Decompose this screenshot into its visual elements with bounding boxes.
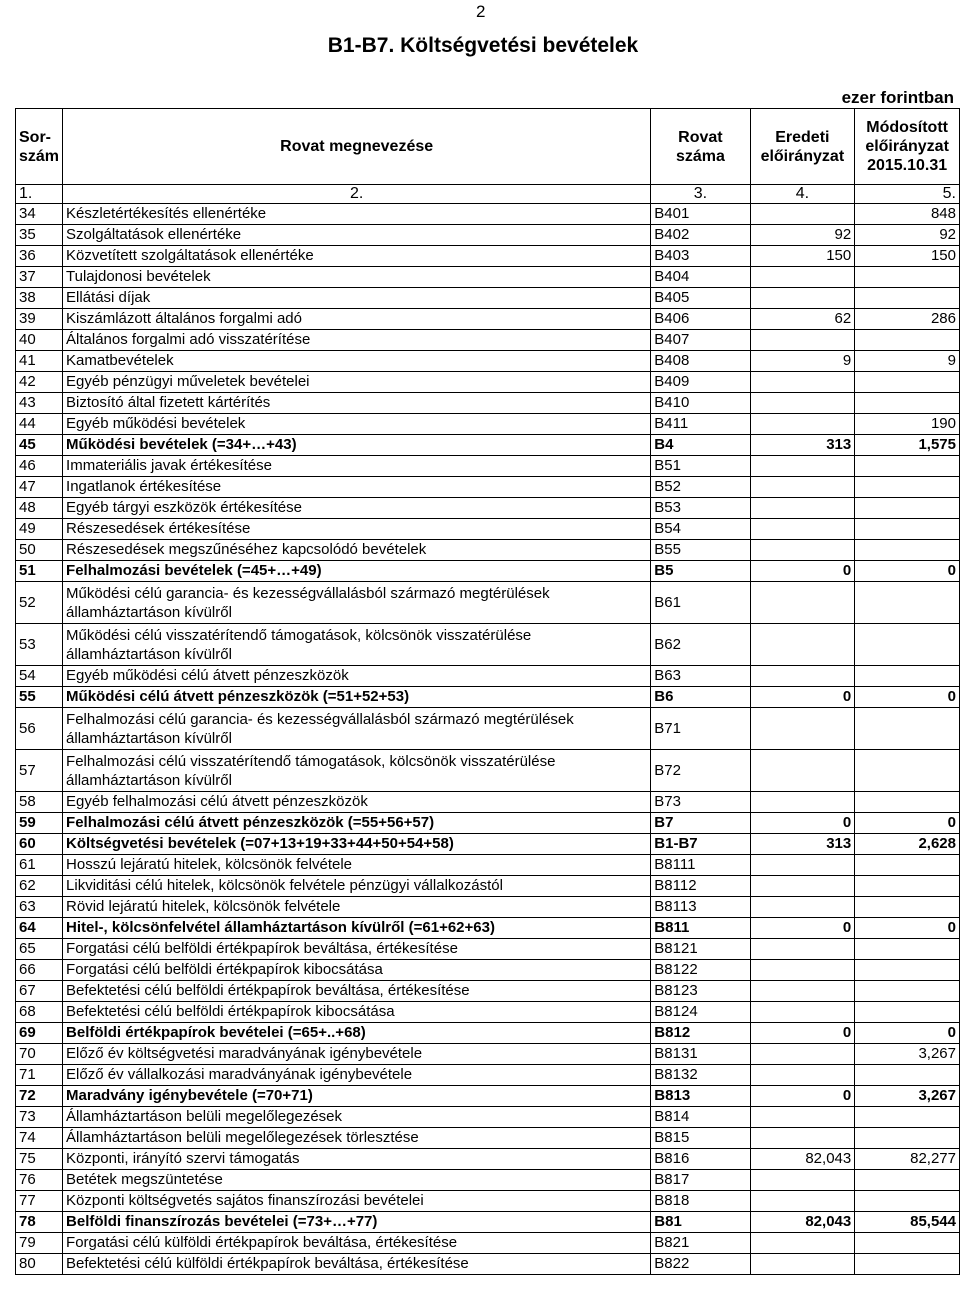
row-number: 76 <box>16 1170 63 1191</box>
table-row <box>16 225 960 246</box>
row-name: Költségvetési bevételek (=07+13+19+33+44+50+54+58) <box>63 834 651 855</box>
row-name: Forgatási célú belföldi értékpapírok kibocsátása <box>63 960 651 981</box>
row-number: 37 <box>16 267 63 288</box>
row-code: B61 <box>651 582 750 624</box>
row-code: B403 <box>651 246 750 267</box>
row-code: B8123 <box>651 981 750 1002</box>
row-modified-value: 190 <box>855 414 960 435</box>
row-number: 67 <box>16 981 63 1002</box>
row-name: Működési célú visszatérítendő támogatások, kölcsönök visszatérülése államháztartáson kívülről <box>63 624 651 666</box>
row-original-value: 0 <box>750 1086 855 1107</box>
row-original-value <box>750 1128 855 1149</box>
row-number: 43 <box>16 393 63 414</box>
row-modified-value <box>855 1233 960 1254</box>
row-name: Befektetési célú belföldi értékpapírok kibocsátása <box>63 1002 651 1023</box>
row-modified-value <box>855 666 960 687</box>
row-name: Előző év vállalkozási maradványának igénybevétele <box>63 1065 651 1086</box>
table-row <box>16 792 960 813</box>
row-modified-value <box>855 792 960 813</box>
row-name: Forgatási célú külföldi értékpapírok beváltása, értékesítése <box>63 1233 651 1254</box>
table-row <box>16 687 960 708</box>
row-code: B817 <box>651 1170 750 1191</box>
row-original-value: 0 <box>750 813 855 834</box>
row-code: B821 <box>651 1233 750 1254</box>
row-number: 55 <box>16 687 63 708</box>
table-row <box>16 750 960 792</box>
row-original-value: 9 <box>750 351 855 372</box>
table-row <box>16 981 960 1002</box>
row-modified-value: 82,277 <box>855 1149 960 1170</box>
table-row <box>16 813 960 834</box>
table-row <box>16 561 960 582</box>
table-row <box>16 498 960 519</box>
row-code: B71 <box>651 708 750 750</box>
row-number: 48 <box>16 498 63 519</box>
row-code: B818 <box>651 1191 750 1212</box>
unit-label: ezer forintban <box>841 88 954 107</box>
table-row <box>16 1170 960 1191</box>
row-number: 44 <box>16 414 63 435</box>
table-row <box>16 204 960 225</box>
table-row <box>16 435 960 456</box>
table-row <box>16 540 960 561</box>
row-code: B52 <box>651 477 750 498</box>
row-original-value <box>750 393 855 414</box>
row-number: 79 <box>16 1233 63 1254</box>
table-row <box>16 960 960 981</box>
row-code: B812 <box>651 1023 750 1044</box>
colnum-3: 3. <box>651 185 750 204</box>
row-modified-value: 9 <box>855 351 960 372</box>
row-code: B6 <box>651 687 750 708</box>
row-name: Központi, irányító szervi támogatás <box>63 1149 651 1170</box>
row-original-value <box>750 981 855 1002</box>
row-modified-value <box>855 708 960 750</box>
row-original-value <box>750 666 855 687</box>
row-number: 69 <box>16 1023 63 1044</box>
row-code: B4 <box>651 435 750 456</box>
row-number: 53 <box>16 624 63 666</box>
row-modified-value <box>855 876 960 897</box>
row-modified-value <box>855 981 960 1002</box>
row-name: Egyéb felhalmozási célú átvett pénzeszközök <box>63 792 651 813</box>
row-number: 64 <box>16 918 63 939</box>
row-name: Felhalmozási célú visszatérítendő támogatások, kölcsönök visszatérülése államháztartáson kívülről <box>63 750 651 792</box>
row-number: 68 <box>16 1002 63 1023</box>
row-modified-value <box>855 330 960 351</box>
row-name: Forgatási célú belföldi értékpapírok beváltása, értékesítése <box>63 939 651 960</box>
row-code: B409 <box>651 372 750 393</box>
row-original-value <box>750 330 855 351</box>
row-code: B54 <box>651 519 750 540</box>
row-original-value <box>750 267 855 288</box>
row-name: Előző év költségvetési maradványának igénybevétele <box>63 1044 651 1065</box>
table-row <box>16 351 960 372</box>
row-original-value <box>750 1065 855 1086</box>
row-name: Likviditási célú hitelek, kölcsönök felvétele pénzügyi vállalkozástól <box>63 876 651 897</box>
row-code: B81 <box>651 1212 750 1233</box>
row-code: B811 <box>651 918 750 939</box>
row-code: B73 <box>651 792 750 813</box>
row-original-value <box>750 792 855 813</box>
table-row <box>16 456 960 477</box>
row-name: Egyéb pénzügyi műveletek bevételei <box>63 372 651 393</box>
row-number: 45 <box>16 435 63 456</box>
row-modified-value: 0 <box>855 918 960 939</box>
row-original-value <box>750 477 855 498</box>
row-code: B8112 <box>651 876 750 897</box>
table-body <box>16 204 960 1275</box>
row-modified-value: 286 <box>855 309 960 330</box>
row-name: Hitel-, kölcsönfelvétel államháztartáson kívülről (=61+62+63) <box>63 918 651 939</box>
row-code: B407 <box>651 330 750 351</box>
table-row <box>16 1149 960 1170</box>
row-number: 52 <box>16 582 63 624</box>
row-code: B813 <box>651 1086 750 1107</box>
row-modified-value <box>855 855 960 876</box>
row-name: Részesedések megszűnéséhez kapcsolódó bevételek <box>63 540 651 561</box>
row-original-value: 0 <box>750 687 855 708</box>
row-number: 38 <box>16 288 63 309</box>
row-original-value <box>750 1044 855 1065</box>
row-modified-value <box>855 1254 960 1275</box>
row-number: 78 <box>16 1212 63 1233</box>
row-modified-value <box>855 393 960 414</box>
row-modified-value <box>855 1107 960 1128</box>
table-row <box>16 666 960 687</box>
row-original-value <box>750 897 855 918</box>
row-original-value <box>750 456 855 477</box>
row-modified-value: 3,267 <box>855 1086 960 1107</box>
table-row <box>16 855 960 876</box>
row-number: 41 <box>16 351 63 372</box>
row-number: 54 <box>16 666 63 687</box>
row-original-value <box>750 372 855 393</box>
table-row <box>16 1212 960 1233</box>
row-name: Egyéb tárgyi eszközök értékesítése <box>63 498 651 519</box>
row-modified-value: 0 <box>855 813 960 834</box>
row-modified-value: 848 <box>855 204 960 225</box>
table-row <box>16 582 960 624</box>
table-row <box>16 1191 960 1212</box>
row-code: B63 <box>651 666 750 687</box>
row-number: 60 <box>16 834 63 855</box>
table-row <box>16 267 960 288</box>
table-row <box>16 1023 960 1044</box>
row-modified-value <box>855 624 960 666</box>
row-code: B404 <box>651 267 750 288</box>
row-modified-value <box>855 540 960 561</box>
row-code: B822 <box>651 1254 750 1275</box>
row-original-value <box>750 204 855 225</box>
table-row <box>16 288 960 309</box>
row-number: 35 <box>16 225 63 246</box>
row-original-value <box>750 1233 855 1254</box>
row-name: Egyéb működési bevételek <box>63 414 651 435</box>
row-original-value: 82,043 <box>750 1149 855 1170</box>
row-number: 46 <box>16 456 63 477</box>
row-name: Betétek megszüntetése <box>63 1170 651 1191</box>
row-number: 36 <box>16 246 63 267</box>
row-name: Egyéb működési célú átvett pénzeszközök <box>63 666 651 687</box>
row-name: Működési célú garancia- és kezességvállalásból származó megtérülések államháztartáson kívülről <box>63 582 651 624</box>
row-original-value <box>750 582 855 624</box>
row-name: Központi költségvetés sajátos finanszírozási bevételei <box>63 1191 651 1212</box>
row-original-value <box>750 1002 855 1023</box>
table-row <box>16 246 960 267</box>
row-code: B1-B7 <box>651 834 750 855</box>
colnum-2: 2. <box>63 185 651 204</box>
table-row <box>16 309 960 330</box>
row-modified-value: 92 <box>855 225 960 246</box>
row-original-value <box>750 750 855 792</box>
table-row <box>16 897 960 918</box>
row-name: Rövid lejáratú hitelek, kölcsönök felvétele <box>63 897 651 918</box>
table-row <box>16 876 960 897</box>
row-code: B8132 <box>651 1065 750 1086</box>
row-code: B7 <box>651 813 750 834</box>
row-code: B8124 <box>651 1002 750 1023</box>
row-original-value <box>750 1254 855 1275</box>
row-number: 42 <box>16 372 63 393</box>
row-code: B814 <box>651 1107 750 1128</box>
row-code: B5 <box>651 561 750 582</box>
row-modified-value <box>855 267 960 288</box>
row-original-value: 0 <box>750 561 855 582</box>
row-original-value <box>750 855 855 876</box>
row-name: Közvetített szolgáltatások ellenértéke <box>63 246 651 267</box>
row-modified-value <box>855 1065 960 1086</box>
row-modified-value: 0 <box>855 687 960 708</box>
row-name: Általános forgalmi adó visszatérítése <box>63 330 651 351</box>
row-number: 57 <box>16 750 63 792</box>
table-row <box>16 1086 960 1107</box>
row-number: 50 <box>16 540 63 561</box>
row-code: B8111 <box>651 855 750 876</box>
row-name: Belföldi értékpapírok bevételei (=65+..+68) <box>63 1023 651 1044</box>
header-sorszam: Sor-szám <box>16 109 63 185</box>
row-number: 63 <box>16 897 63 918</box>
row-code: B62 <box>651 624 750 666</box>
row-number: 71 <box>16 1065 63 1086</box>
row-code: B816 <box>651 1149 750 1170</box>
row-original-value: 82,043 <box>750 1212 855 1233</box>
row-number: 77 <box>16 1191 63 1212</box>
table-row <box>16 477 960 498</box>
row-number: 70 <box>16 1044 63 1065</box>
row-number: 65 <box>16 939 63 960</box>
header-rovat-szama: Rovat száma <box>651 109 750 185</box>
row-modified-value <box>855 477 960 498</box>
row-modified-value: 3,267 <box>855 1044 960 1065</box>
row-code: B410 <box>651 393 750 414</box>
row-code: B51 <box>651 456 750 477</box>
row-original-value: 150 <box>750 246 855 267</box>
row-modified-value <box>855 897 960 918</box>
row-code: B8122 <box>651 960 750 981</box>
row-number: 40 <box>16 330 63 351</box>
row-modified-value <box>855 1128 960 1149</box>
row-code: B72 <box>651 750 750 792</box>
row-number: 39 <box>16 309 63 330</box>
row-number: 58 <box>16 792 63 813</box>
row-code: B406 <box>651 309 750 330</box>
row-number: 74 <box>16 1128 63 1149</box>
table-row <box>16 624 960 666</box>
row-modified-value <box>855 519 960 540</box>
row-modified-value <box>855 1002 960 1023</box>
row-modified-value: 1,575 <box>855 435 960 456</box>
row-original-value <box>750 939 855 960</box>
row-name: Államháztartáson belüli megelőlegezések <box>63 1107 651 1128</box>
row-original-value <box>750 876 855 897</box>
row-number: 47 <box>16 477 63 498</box>
row-original-value <box>750 624 855 666</box>
row-modified-value: 85,544 <box>855 1212 960 1233</box>
table-row <box>16 393 960 414</box>
table-row <box>16 330 960 351</box>
row-original-value <box>750 1107 855 1128</box>
row-name: Ellátási díjak <box>63 288 651 309</box>
row-modified-value <box>855 372 960 393</box>
colnum-1: 1. <box>16 185 63 204</box>
row-modified-value <box>855 939 960 960</box>
row-modified-value <box>855 1170 960 1191</box>
row-number: 49 <box>16 519 63 540</box>
row-code: B8131 <box>651 1044 750 1065</box>
row-code: B411 <box>651 414 750 435</box>
row-name: Kamatbevételek <box>63 351 651 372</box>
row-modified-value <box>855 750 960 792</box>
row-name: Befektetési célú belföldi értékpapírok beváltása, értékesítése <box>63 981 651 1002</box>
row-name: Működési célú átvett pénzeszközök (=51+52+53) <box>63 687 651 708</box>
row-name: Biztosító által fizetett kártérítés <box>63 393 651 414</box>
row-number: 61 <box>16 855 63 876</box>
row-code: B53 <box>651 498 750 519</box>
row-modified-value <box>855 498 960 519</box>
row-number: 51 <box>16 561 63 582</box>
table-row <box>16 1002 960 1023</box>
row-name: Tulajdonosi bevételek <box>63 267 651 288</box>
table-row <box>16 939 960 960</box>
colnum-5: 5. <box>855 185 960 204</box>
row-number: 75 <box>16 1149 63 1170</box>
row-name: Ingatlanok értékesítése <box>63 477 651 498</box>
row-code: B401 <box>651 204 750 225</box>
row-original-value <box>750 498 855 519</box>
table-row <box>16 708 960 750</box>
row-code: B408 <box>651 351 750 372</box>
row-modified-value <box>855 960 960 981</box>
row-modified-value <box>855 1191 960 1212</box>
row-original-value: 313 <box>750 435 855 456</box>
row-name: Felhalmozási célú átvett pénzeszközök (=55+56+57) <box>63 813 651 834</box>
page-title: B1-B7. Költségvetési bevételek <box>327 34 639 57</box>
row-original-value <box>750 1170 855 1191</box>
row-code: B8121 <box>651 939 750 960</box>
header-rovat-megnevezese: Rovat megnevezése <box>63 109 651 185</box>
row-name: Felhalmozási bevételek (=45+…+49) <box>63 561 651 582</box>
row-original-value <box>750 540 855 561</box>
row-number: 34 <box>16 204 63 225</box>
row-number: 56 <box>16 708 63 750</box>
table-row <box>16 918 960 939</box>
row-name: Szolgáltatások ellenértéke <box>63 225 651 246</box>
row-modified-value <box>855 288 960 309</box>
row-original-value: 92 <box>750 225 855 246</box>
row-name: Működési bevételek (=34+…+43) <box>63 435 651 456</box>
header-modositott: Módosított előirányzat 2015.10.31 <box>855 109 960 185</box>
row-original-value <box>750 708 855 750</box>
row-original-value <box>750 414 855 435</box>
row-name: Immateriális javak értékesítése <box>63 456 651 477</box>
row-name: Belföldi finanszírozás bevételei (=73+…+77) <box>63 1212 651 1233</box>
table-row <box>16 414 960 435</box>
row-code: B8113 <box>651 897 750 918</box>
table-row <box>16 1044 960 1065</box>
row-number: 80 <box>16 1254 63 1275</box>
table-row <box>16 1254 960 1275</box>
table-row <box>16 372 960 393</box>
row-name: Államháztartáson belüli megelőlegezések törlesztése <box>63 1128 651 1149</box>
table-row <box>16 1107 960 1128</box>
row-original-value <box>750 288 855 309</box>
row-name: Befektetési célú külföldi értékpapírok beváltása, értékesítése <box>63 1254 651 1275</box>
table-row <box>16 1128 960 1149</box>
row-code: B402 <box>651 225 750 246</box>
row-modified-value <box>855 456 960 477</box>
colnum-4: 4. <box>750 185 855 204</box>
row-name: Maradvány igénybevétele (=70+71) <box>63 1086 651 1107</box>
row-name: Felhalmozási célú garancia- és kezességvállalásból származó megtérülések államháztartáson kívülről <box>63 708 651 750</box>
row-name: Kiszámlázott általános forgalmi adó <box>63 309 651 330</box>
row-modified-value <box>855 582 960 624</box>
table-row <box>16 834 960 855</box>
header-eredeti: Eredeti előirányzat <box>750 109 855 185</box>
row-original-value: 0 <box>750 1023 855 1044</box>
page-number: 2 <box>476 2 486 21</box>
row-original-value: 313 <box>750 834 855 855</box>
row-modified-value: 0 <box>855 561 960 582</box>
row-number: 66 <box>16 960 63 981</box>
revenue-table <box>15 108 960 1275</box>
row-original-value: 0 <box>750 918 855 939</box>
row-original-value <box>750 519 855 540</box>
row-modified-value: 2,628 <box>855 834 960 855</box>
table-row <box>16 1233 960 1254</box>
row-number: 73 <box>16 1107 63 1128</box>
row-number: 72 <box>16 1086 63 1107</box>
table-row <box>16 1065 960 1086</box>
table-row <box>16 519 960 540</box>
row-name: Készletértékesítés ellenértéke <box>63 204 651 225</box>
row-original-value <box>750 1191 855 1212</box>
row-number: 62 <box>16 876 63 897</box>
row-original-value <box>750 960 855 981</box>
row-name: Hosszú lejáratú hitelek, kölcsönök felvétele <box>63 855 651 876</box>
row-code: B815 <box>651 1128 750 1149</box>
row-code: B405 <box>651 288 750 309</box>
row-original-value: 62 <box>750 309 855 330</box>
row-modified-value: 150 <box>855 246 960 267</box>
row-number: 59 <box>16 813 63 834</box>
row-code: B55 <box>651 540 750 561</box>
row-modified-value: 0 <box>855 1023 960 1044</box>
row-name: Részesedések értékesítése <box>63 519 651 540</box>
